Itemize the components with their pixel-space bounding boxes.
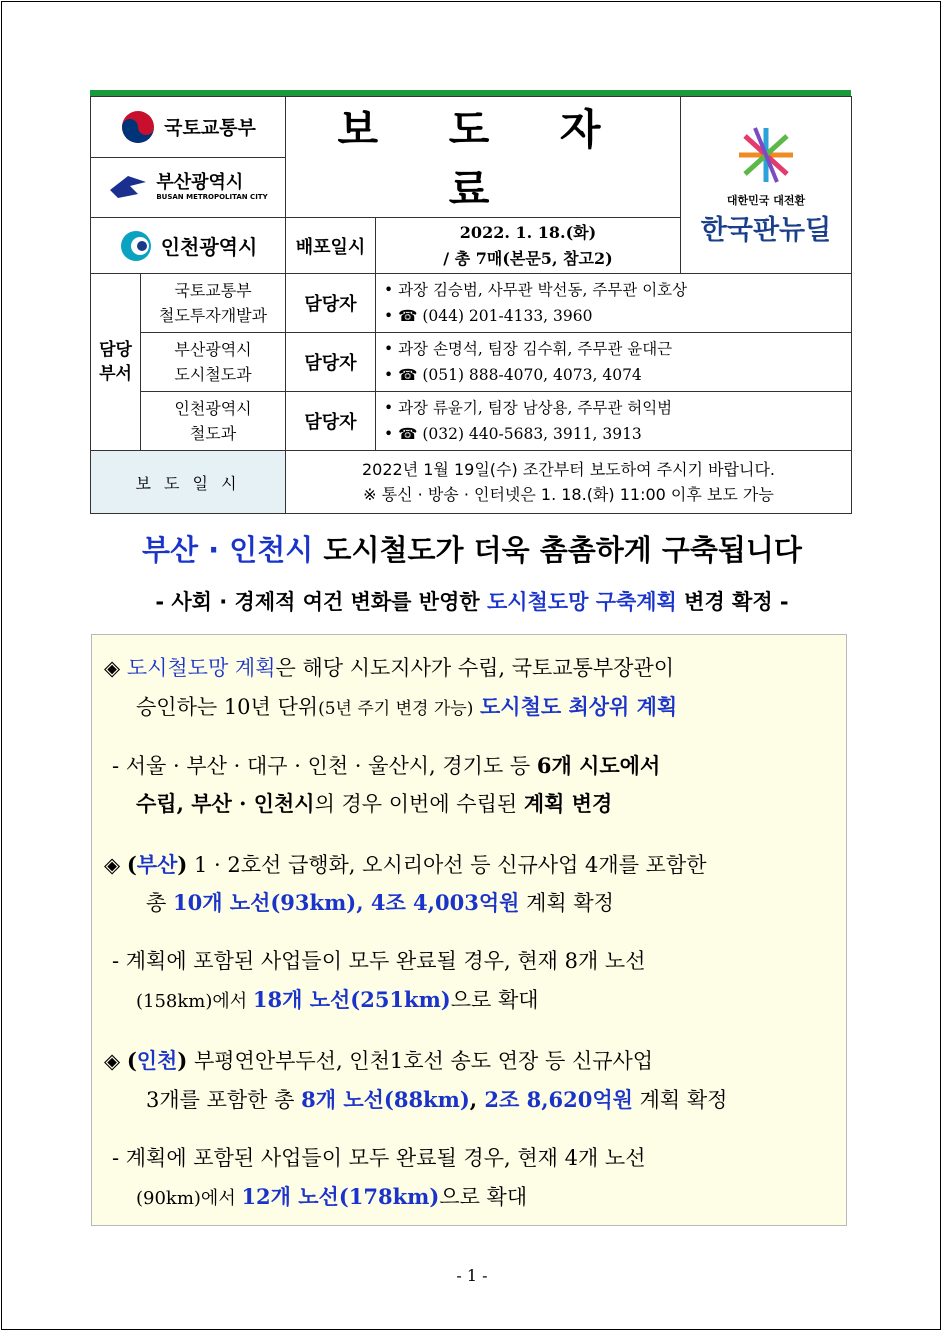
embargo-notice [286, 451, 852, 514]
release-date: 2022. 1. 18.(화) [459, 222, 597, 242]
contact-info-3: • 과장 류윤기, 팀장 남상용, 주무관 허익범 • ☎ (032) 440-5683, 3911, 3913 [376, 392, 852, 451]
subheadline: - 사회 · 경제적 여건 변화를 반영한 도시철도망 구축계획 변경 확정 - [155, 590, 789, 614]
ministry-logo [91, 97, 286, 158]
korean-new-deal-brand [681, 97, 852, 274]
contact-info-2: • 과장 손명석, 팀장 김수휘, 주무관 윤대근 • ☎ (051) 888-4070, 4073, 4074 [376, 333, 852, 392]
embargo-label: 보 도 일 시 [91, 451, 286, 514]
dept-label: 담당 부서 [91, 274, 141, 451]
sub-busan-expansion-cont: (158km)에서 18개 노선(251km)으로 확대 [136, 987, 539, 1012]
sub-busan-expansion: - 계획에 포함된 사업들이 모두 완료될 경우, 현재 8개 노선 [112, 949, 646, 973]
dept-org-1: 국토교통부 철도투자개발과 [141, 274, 286, 333]
incheon-emblem-icon [119, 229, 153, 263]
busan-logo-text: 부산광역시 [156, 171, 244, 193]
press-header-table [90, 96, 852, 514]
release-label: 배포일시 [286, 218, 376, 274]
page-number: - 1 - [456, 1266, 488, 1285]
incheon-logo-text: 인천광역시 [160, 235, 258, 259]
bullet-incheon: ◈ (인천) 부평연안부두선, 인천1호선 송도 연장 등 신규사업 [104, 1048, 654, 1073]
bullet-busan-cont: 총 10개 노선(93km), 4조 4,003억원 계획 확정 [146, 890, 614, 915]
taegeuk-icon [120, 109, 156, 145]
bullet-busan: ◈ (부산) 1 · 2호선 급행화, 오시리아선 등 신규사업 4개를 포함한 [104, 852, 707, 877]
incheon-logo [91, 218, 286, 274]
dept-org-3: 인천광역시 철도과 [141, 392, 286, 451]
sub-plan-cities-cont: 수립, 부산 · 인천시의 경우 이번에 수립된 계획 변경 [136, 791, 613, 816]
busan-emblem-icon [108, 172, 148, 202]
page-title: 보 도 자 료 [286, 97, 681, 218]
bullet-incheon-cont: 3개를 포함한 총 8개 노선(88km), 2조 8,620억원 계획 확정 [146, 1087, 728, 1112]
new-deal-symbol-icon [733, 124, 799, 186]
sub-incheon-expansion-cont: (90km)에서 12개 노선(178km)으로 확대 [136, 1184, 528, 1209]
sub-incheon-expansion: - 계획에 포함된 사업들이 모두 완료될 경우, 현재 4개 노선 [112, 1146, 646, 1170]
ministry-logo-text: 국토교통부 [164, 117, 256, 140]
embargo-line-1: 2022년 1월 19일(수) 조간부터 보도하여 주시기 바랍니다. [361, 460, 775, 479]
contact-role-2: 담당자 [286, 333, 376, 392]
brand-tagline: 대한민국 대전환 [726, 193, 806, 207]
bullet-plan-definition-cont: 승인하는 10년 단위(5년 주기 변경 가능) 도시철도 최상위 계획 [136, 694, 678, 719]
release-pages: / 총 7매(본문5, 참고2) [443, 248, 613, 268]
contact-role-1: 담당자 [286, 274, 376, 333]
busan-logo [91, 157, 286, 218]
contact-info-1: • 과장 김승범, 사무관 박선동, 주무관 이호상 • ☎ (044) 201-4133, 3960 [376, 274, 852, 333]
dept-org-2: 부산광역시 도시철도과 [141, 333, 286, 392]
brand-name: 한국판뉴딜 [700, 214, 832, 246]
busan-logo-en: BUSAN METROPOLITAN CITY [156, 192, 268, 201]
contact-role-3: 담당자 [286, 392, 376, 451]
sub-plan-cities: - 서울 · 부산 · 대구 · 인천 · 울산시, 경기도 등 6개 시도에서 [112, 753, 661, 778]
bullet-plan-definition: ◈ 도시철도망 계획은 해당 시도지사가 수립, 국토교통부장관이 [104, 656, 675, 680]
release-info [376, 218, 681, 274]
headline: 부산 · 인천시 도시철도가 더욱 촘촘하게 구축됩니다 [142, 533, 802, 567]
embargo-line-2: ※ 통신 · 방송 · 인터넷은 1. 18.(화) 11:00 이후 보도 가능 [363, 485, 774, 504]
